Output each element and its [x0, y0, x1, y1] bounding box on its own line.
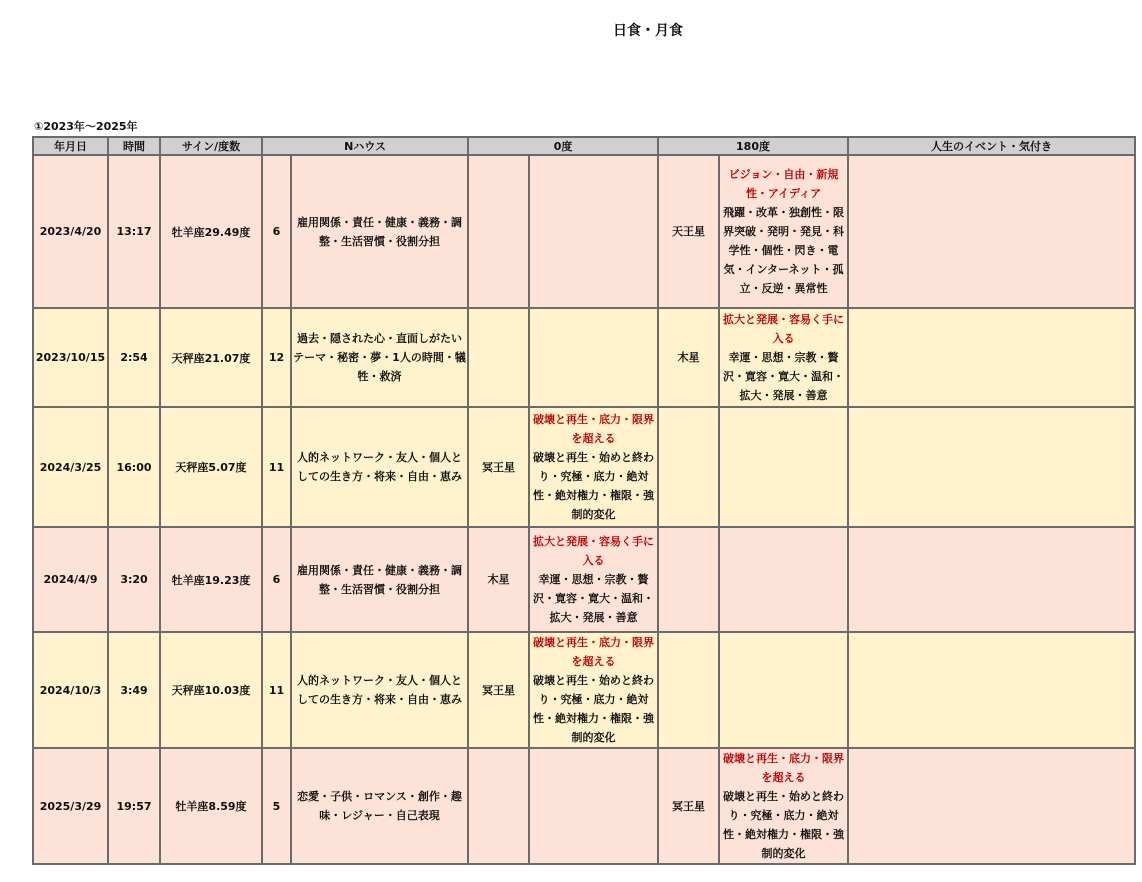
conjunction-meaning-cell	[529, 632, 658, 748]
conjunction-planet-cell	[468, 748, 529, 864]
conjunction-planet-cell	[468, 308, 529, 407]
header-row	[33, 137, 1135, 155]
opposition-meaning-cell	[719, 407, 848, 527]
house-description-cell: 恋愛・子供・ロマンス・創作・趣味・レジャー・自己表現	[291, 748, 468, 864]
sign-cell: 牡羊座29.49度	[160, 155, 262, 308]
sign-cell: 天秤座21.07度	[160, 308, 262, 407]
sign-cell: 牡羊座19.23度	[160, 527, 262, 632]
conjunction-description: 破壊と再生・始めと終わり・究極・底力・絶対性・絶対権力・権限・強制的変化	[533, 451, 655, 521]
opposition-planet-cell	[658, 407, 719, 527]
date-cell: 2024/4/9	[33, 527, 108, 632]
opposition-description: 飛躍・改革・独創性・限界突破・発明・発見・科学性・個性・閃き・電気・インターネット・孤立・反逆・異常性	[723, 206, 845, 295]
opposition-meaning-cell	[719, 308, 848, 407]
house-number-cell: 11	[262, 407, 291, 527]
conjunction-keyword: 拡大と発展・容易く手に入る	[533, 535, 655, 567]
date-cell: 2023/10/15	[33, 308, 108, 407]
life-event-cell[interactable]	[848, 308, 1135, 407]
date-cell: 2024/10/3	[33, 632, 108, 748]
conjunction-description: 幸運・思想・宗教・贅沢・寛容・寛大・温和・拡大・発展・善意	[533, 573, 655, 624]
conjunction-description: 破壊と再生・始めと終わり・究極・底力・絶対性・絶対権力・権限・強制的変化	[533, 674, 655, 744]
sign-cell: 天秤座10.03度	[160, 632, 262, 748]
house-description-cell: 雇用関係・責任・健康・義務・調整・生活習慣・役割分担	[291, 527, 468, 632]
house-description-cell: 雇用関係・責任・健康・義務・調整・生活習慣・役割分担	[291, 155, 468, 308]
time-cell: 13:17	[108, 155, 160, 308]
house-number-cell: 6	[262, 527, 291, 632]
house-number-cell: 6	[262, 155, 291, 308]
opposition-keyword: ビジョン・自由・新規性・アイディア	[728, 168, 839, 200]
header-time: 時間	[108, 137, 160, 155]
opposition-meaning-cell	[719, 632, 848, 748]
table-row	[33, 632, 1135, 748]
date-cell: 2025/3/29	[33, 748, 108, 864]
opposition-planet-cell: 天王星	[658, 155, 719, 308]
time-cell: 2:54	[108, 308, 160, 407]
sign-cell: 牡羊座8.59度	[160, 748, 262, 864]
table-row	[33, 748, 1135, 864]
conjunction-meaning-cell	[529, 748, 658, 864]
conjunction-planet-cell	[468, 155, 529, 308]
conjunction-planet-cell: 冥王星	[468, 407, 529, 527]
conjunction-planet-cell: 冥王星	[468, 632, 529, 748]
header-sign: サイン/度数	[160, 137, 262, 155]
life-event-cell[interactable]	[848, 155, 1135, 308]
conjunction-meaning-cell	[529, 155, 658, 308]
opposition-description: 破壊と再生・始めと終わり・究極・底力・絶対性・絶対権力・権限・強制的変化	[723, 790, 845, 860]
house-description-cell: 過去・隠された心・直面しがたいテーマ・秘密・夢・1人の時間・犠牲・救済	[291, 308, 468, 407]
table-row	[33, 308, 1135, 407]
date-cell: 2023/4/20	[33, 155, 108, 308]
conjunction-meaning-cell	[529, 527, 658, 632]
life-event-cell[interactable]	[848, 407, 1135, 527]
house-number-cell: 11	[262, 632, 291, 748]
conjunction-planet-cell: 木星	[468, 527, 529, 632]
conjunction-keyword: 破壊と再生・底力・限界を超える	[533, 636, 655, 668]
header-house: Nハウス	[262, 137, 468, 155]
conjunction-keyword: 破壊と再生・底力・限界を超える	[533, 413, 655, 445]
house-number-cell: 5	[262, 748, 291, 864]
house-number-cell: 12	[262, 308, 291, 407]
opposition-meaning-cell	[719, 155, 848, 308]
opposition-description: 幸運・思想・宗教・贅沢・寛容・寛大・温和・拡大・発展・善意	[723, 351, 845, 402]
conjunction-meaning-cell	[529, 407, 658, 527]
date-cell: 2024/3/25	[33, 407, 108, 527]
house-description-cell: 人的ネットワーク・友人・個人としての生き方・将来・自由・恵み	[291, 407, 468, 527]
time-cell: 3:20	[108, 527, 160, 632]
sign-cell: 天秤座5.07度	[160, 407, 262, 527]
opposition-planet-cell: 冥王星	[658, 748, 719, 864]
time-cell: 3:49	[108, 632, 160, 748]
table-row	[33, 407, 1135, 527]
header-life-events: 人生のイベント・気付き	[848, 137, 1135, 155]
eclipse-table	[32, 136, 1136, 865]
page-title: 日食・月食	[613, 23, 683, 39]
time-cell: 16:00	[108, 407, 160, 527]
opposition-keyword: 拡大と発展・容易く手に入る	[723, 313, 845, 345]
opposition-meaning-cell	[719, 527, 848, 632]
opposition-planet-cell: 木星	[658, 308, 719, 407]
life-event-cell[interactable]	[848, 748, 1135, 864]
section-title: ①2023年～2025年	[34, 120, 138, 133]
header-opposition: 180度	[658, 137, 848, 155]
table-row	[33, 527, 1135, 632]
life-event-cell[interactable]	[848, 632, 1135, 748]
opposition-keyword: 破壊と再生・底力・限界を超える	[723, 752, 845, 784]
life-event-cell[interactable]	[848, 527, 1135, 632]
header-conjunction: 0度	[468, 137, 658, 155]
time-cell: 19:57	[108, 748, 160, 864]
conjunction-meaning-cell	[529, 308, 658, 407]
house-description-cell: 人的ネットワーク・友人・個人としての生き方・将来・自由・恵み	[291, 632, 468, 748]
opposition-planet-cell	[658, 632, 719, 748]
table-row	[33, 155, 1135, 308]
header-date: 年月日	[33, 137, 108, 155]
opposition-meaning-cell	[719, 748, 848, 864]
opposition-planet-cell	[658, 527, 719, 632]
